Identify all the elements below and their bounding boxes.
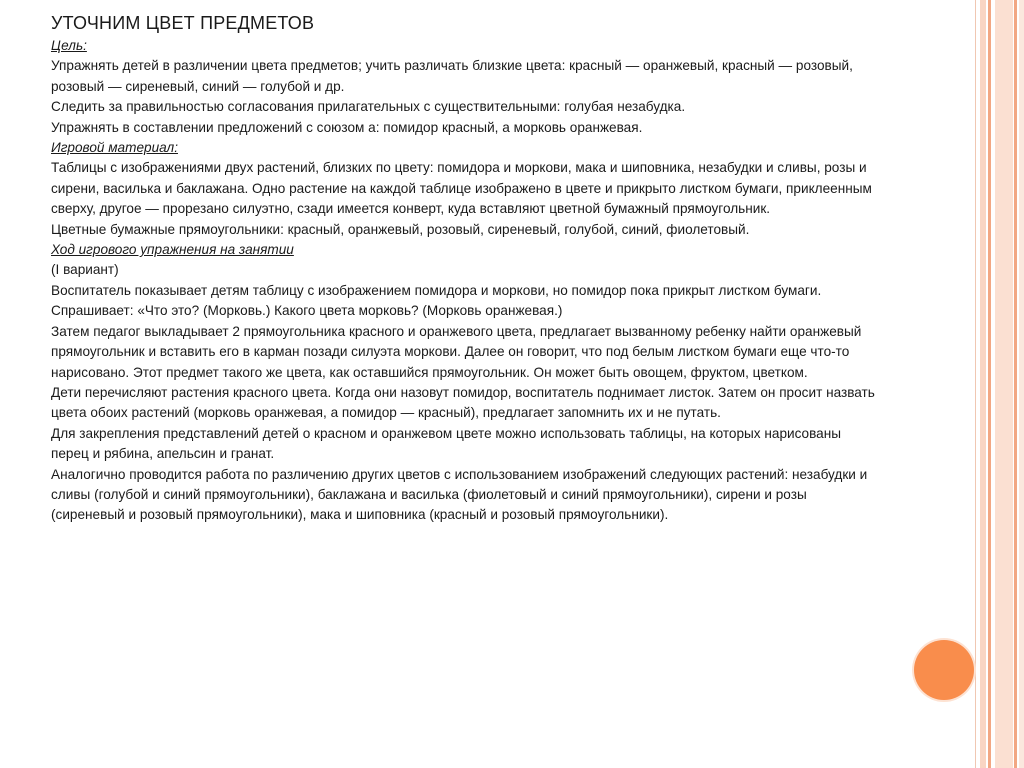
paragraph: Таблицы с изображениями двух растений, близких по цвету: помидора и моркови, мака и шиповника, незабудки и сливы, розы и сирени, василька и баклажана. Одно растение на каждой таблице изображено в цвете и прикрыто листком бумаги, приклеенным сверху, другое — прорезано силуэтно, сзади имеется конверт, куда вставляют цветной бумажный прямоугольник. — [51, 160, 872, 217]
paragraph: Упражнять в составлении предложений с союзом а: помидор красный, а морковь оранжевая. — [51, 119, 643, 135]
paragraph: Воспитатель показывает детям таблицу с изображением помидора и моркови, но помидор пока прикрыт листком бумаги. Спрашивает: «Что это? (Морковь.) Какого цвета морковь? (Морковь оранжевая.) — [51, 282, 822, 319]
paragraph: Аналогично проводится работа по различению других цветов с использованием изображений следующих растений: незабудки и сливы (голубой и синий прямоугольники), баклажана и василька (фиолетовый и синий прямоугольники), сирени и розы (сиреневый и розовый прямоугольники), мака и шиповника (красный и розовый прямоугольники). — [51, 466, 868, 523]
section-heading-procedure: Ход игрового упражнения на занятии — [51, 242, 294, 258]
decorative-stripe — [1014, 0, 1017, 768]
decorative-stripe — [995, 0, 1013, 768]
paragraph: Дети перечисляют растения красного цвета. Когда они назовут помидор, воспитатель поднимает листок. Затем он просит назвать цвета обоих растений (морковь оранжевая, а помидор — красный), предлагает запомнить их и не путать. — [51, 384, 875, 421]
paragraph: Следить за правильностью согласования прилагательных с существительными: голубая незабудка. — [51, 99, 686, 115]
page-title: УТОЧНИМ ЦВЕТ ПРЕДМЕТОВ — [51, 13, 315, 33]
section-heading-material: Игровой материал: — [51, 140, 178, 156]
paragraph: (I вариант) — [51, 262, 119, 278]
decorative-stripe — [1019, 0, 1024, 768]
paragraph: Цветные бумажные прямоугольники: красный, оранжевый, розовый, сиреневый, голубой, синий, фиолетовый. — [51, 221, 750, 237]
section-heading-goal: Цель: — [51, 38, 87, 53]
paragraph: Для закрепления представлений детей о красном и оранжевом цвете можно использовать таблицы, на которых нарисованы перец и рябина, апельсин и гранат. — [51, 425, 842, 462]
paragraph: Затем педагог выкладывает 2 прямоугольника красного и оранжевого цвета, предлагает вызванному ребенку найти оранжевый прямоугольник и вставить его в карман позади силуэта моркови. Далее он говорит, что под белым листком бумаги еще что-то нарисовано. Этот предмет такого же цвета, как оставшийся прямоугольник. Он может быть овощем, фруктом, цветком. — [51, 323, 862, 380]
decorative-stripe — [980, 0, 986, 768]
slide-content — [51, 10, 881, 526]
decorative-stripe — [988, 0, 991, 768]
paragraph: Упражнять детей в различении цвета предметов; учить различать близкие цвета: красный — оранжевый, красный — розовый, розовый — сиреневый, синий — голубой и др. — [51, 58, 853, 94]
decorative-circle — [914, 640, 974, 700]
